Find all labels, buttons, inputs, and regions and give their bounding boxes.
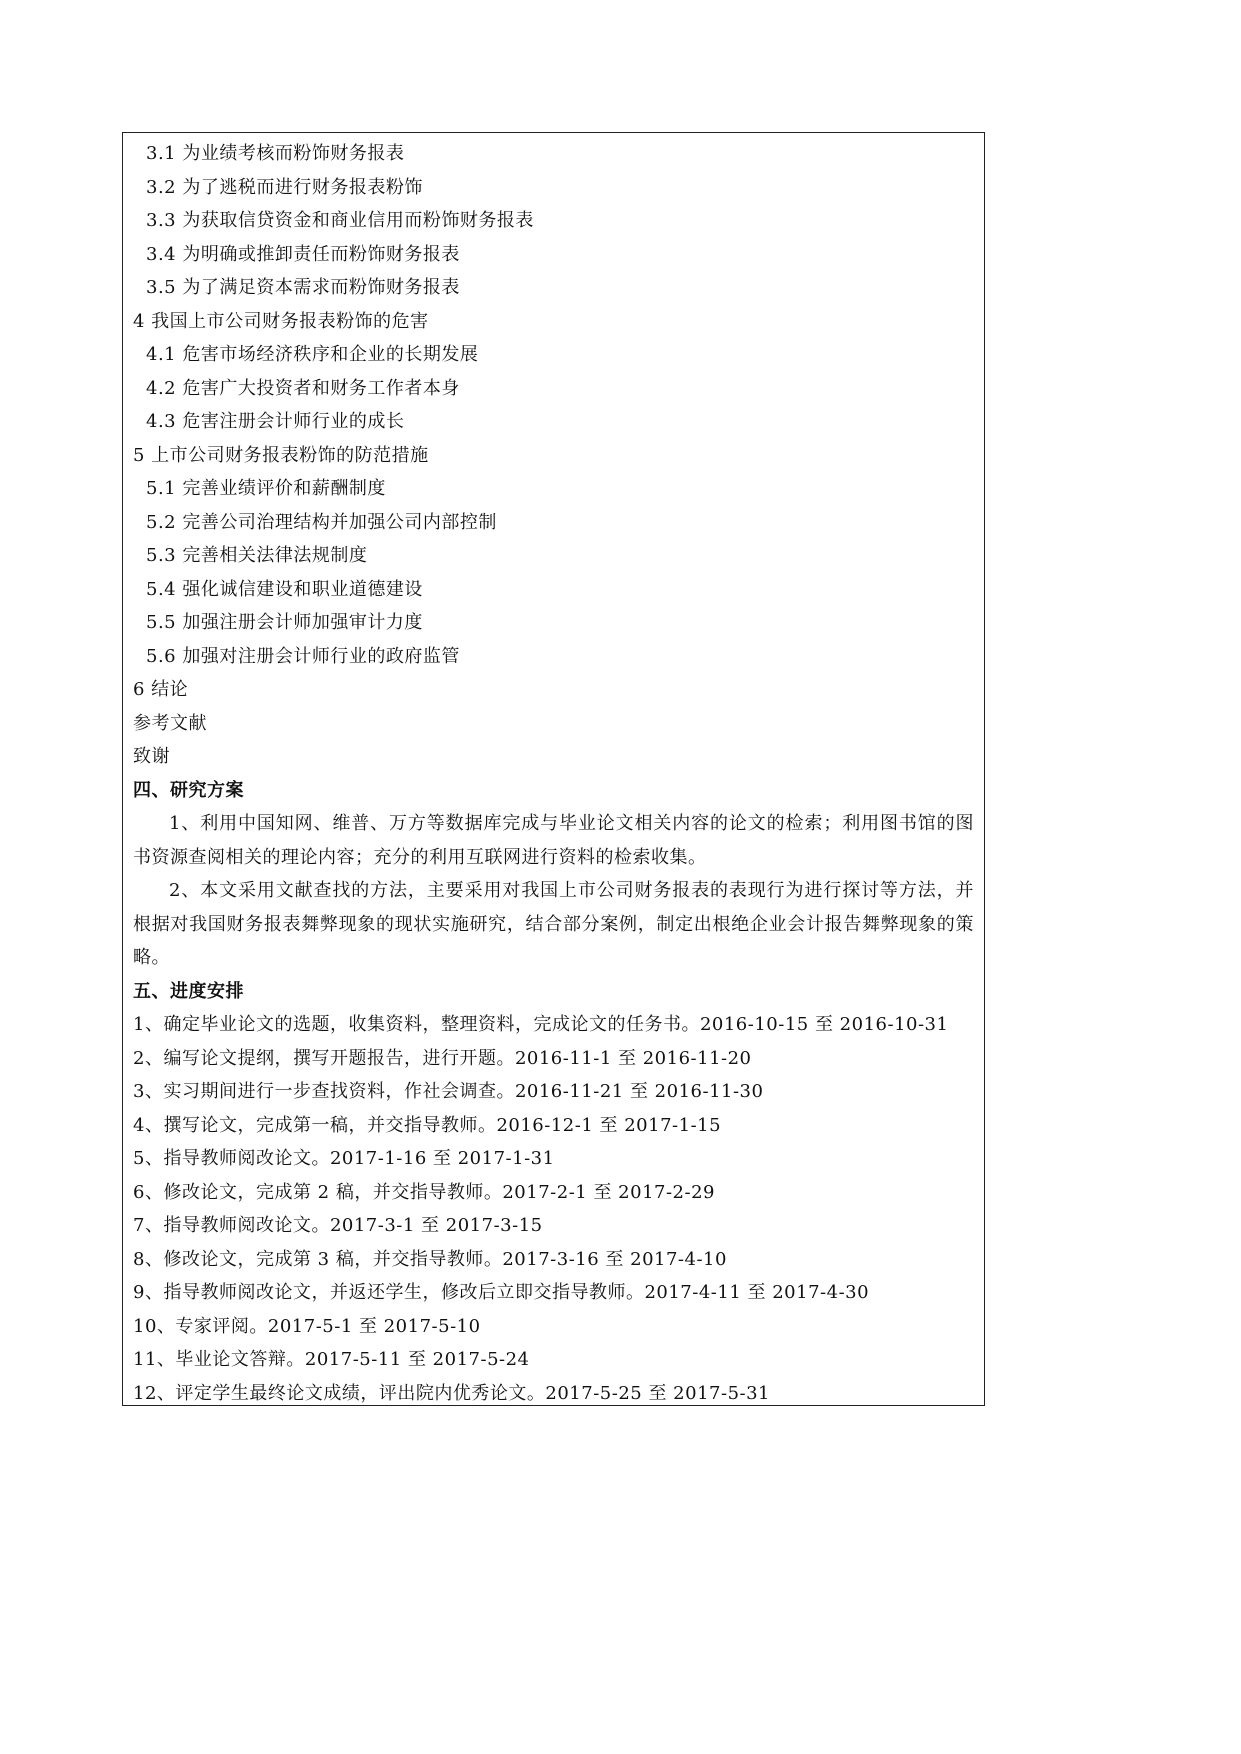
- outline-subitem: 5.3 完善相关法律法规制度: [146, 545, 368, 566]
- outline-subitem: 4.1 危害市场经济秩序和企业的长期发展: [146, 344, 479, 365]
- research-plan-paragraph: 2、本文采用文献查找的方法，主要采用对我国上市公司财务报表的表现行为进行探讨等方法，并根据对我国财务报表舞弊现象的现状实施研究，结合部分案例，制定出根绝企业会计报告舞弊现象的策略。: [133, 880, 974, 968]
- schedule-item: 3、实习期间进行一步查找资料，作社会调查。2016-11-21 至 2016-11-30: [133, 1081, 764, 1102]
- research-plan-body: [133, 807, 974, 975]
- research-plan-paragraph: 1、利用中国知网、维普、万方等数据库完成与毕业论文相关内容的论文的检索；利用图书馆的图书资源查阅相关的理论内容；充分的利用互联网进行资料的检索收集。: [133, 813, 974, 868]
- schedule-item: 12、评定学生最终论文成绩，评出院内优秀论文。2017-5-25 至 2017-5-31: [133, 1382, 771, 1404]
- schedule-item: 5、指导教师阅改论文。2017-1-16 至 2017-1-31: [133, 1148, 555, 1169]
- outline-item: 6 结论: [133, 679, 189, 700]
- section-heading-research-plan: 四、研究方案: [133, 779, 244, 801]
- schedule-item: 8、修改论文，完成第 3 稿，并交指导教师。2017-3-16 至 2017-4-10: [133, 1248, 727, 1270]
- outline-subitem: 4.3 危害注册会计师行业的成长: [146, 411, 405, 432]
- outline-subitem: 3.2 为了逃税而进行财务报表粉饰: [146, 176, 423, 198]
- outline-subitem: 5.4 强化诚信建设和职业道德建设: [146, 578, 423, 600]
- outline-item: 5 上市公司财务报表粉饰的防范措施: [133, 444, 429, 466]
- schedule-item: 11、毕业论文答辩。2017-5-11 至 2017-5-24: [133, 1349, 530, 1370]
- schedule-item: 4、撰写论文，完成第一稿，并交指导教师。2016-12-1 至 2017-1-15: [133, 1114, 722, 1136]
- outline-subitem: 5.5 加强注册会计师加强审计力度: [146, 612, 423, 633]
- proposal-table-cell: [122, 132, 985, 1406]
- outline-subitem: 5.2 完善公司治理结构并加强公司内部控制: [146, 511, 497, 533]
- outline-subitem: 3.3 为获取信贷资金和商业信用而粉饰财务报表: [146, 210, 534, 231]
- outline-subitem: 3.4 为明确或推卸责任而粉饰财务报表: [146, 243, 460, 265]
- schedule-item: 9、指导教师阅改论文，并返还学生，修改后立即交指导教师。2017-4-11 至 2017-4-30: [133, 1282, 870, 1303]
- outline-subitem: 3.1 为业绩考核而粉饰财务报表: [146, 143, 405, 164]
- section-heading-schedule: 五、进度安排: [133, 980, 244, 1002]
- outline-item: 4 我国上市公司财务报表粉饰的危害: [133, 310, 429, 332]
- outline-subitem: 3.5 为了满足资本需求而粉饰财务报表: [146, 277, 460, 298]
- outline-subitem: 5.1 完善业绩评价和薪酬制度: [146, 478, 386, 499]
- schedule-item: 6、修改论文，完成第 2 稿，并交指导教师。2017-2-1 至 2017-2-29: [133, 1181, 715, 1203]
- schedule-list: [133, 1008, 974, 1410]
- schedule-item: 10、专家评阅。2017-5-1 至 2017-5-10: [133, 1315, 481, 1337]
- outline-list: [133, 137, 974, 774]
- schedule-item: 1、确定毕业论文的选题，收集资料，整理资料，完成论文的任务书。2016-10-15 至 2016-10-31: [133, 1014, 949, 1035]
- schedule-item: 7、指导教师阅改论文。2017-3-1 至 2017-3-15: [133, 1215, 543, 1236]
- outline-subitem: 5.6 加强对注册会计师行业的政府监管: [146, 645, 460, 667]
- schedule-item: 2、编写论文提纲，撰写开题报告，进行开题。2016-11-1 至 2016-11-20: [133, 1047, 752, 1069]
- outline-item: 参考文献: [133, 712, 207, 734]
- outline-subitem: 4.2 危害广大投资者和财务工作者本身: [146, 377, 460, 399]
- outline-item: 致谢: [133, 746, 170, 767]
